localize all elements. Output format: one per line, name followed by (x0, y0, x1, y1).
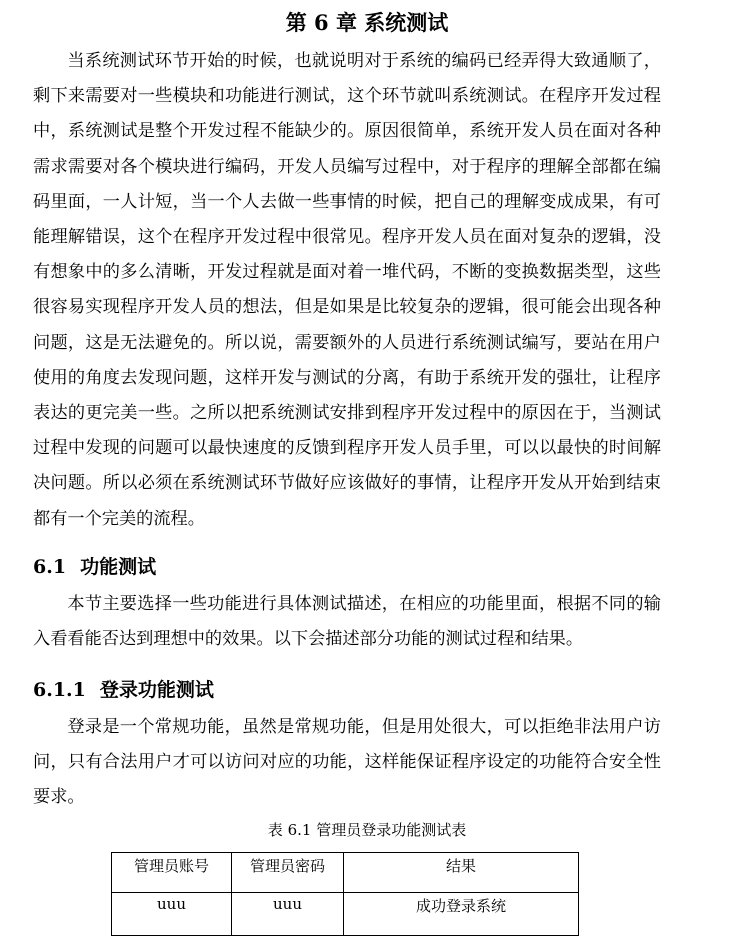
section-heading-6-1 (33, 552, 156, 582)
cell-admin-password: uuu (232, 893, 344, 936)
section-heading-6-1-1 (33, 675, 214, 705)
table-header-row (112, 853, 579, 893)
header-admin-password: 管理员密码 (232, 853, 344, 893)
table-row (112, 893, 579, 936)
login-test-table (111, 852, 579, 936)
section-6-1-paragraph: 本节主要选择一些功能进行具体测试描述，在相应的功能里面，根据不同的输入看看能否达到理想中的效果。以下会描述部分功能的测试过程和结果。 (33, 594, 661, 650)
section-number: 6.1 (33, 556, 67, 578)
chapter-title: 第 6 章 系统测试 (285, 10, 449, 35)
intro-paragraph: 当系统测试环节开始的时候，也就说明对于系统的编码已经弄得大致通顺了，剩下来需要对一些模块和功能进行测试，这个环节就叫系统测试。在程序开发过程中，系统测试是整个开发过程不能缺少的。原因很简单，系统开发人员在面对各种需求需要对各个模块进行编码，开发人员编写过程中，对于程序的理解全部都在编码里面，一人计短，当一个人去做一些事情的时候，把自己的理解变成成果，有可能理解错误，这个在程序开发过程中很常见。程序开发人员在面对复杂的逻辑，没有想象中的多么清晰，开发过程就是面对着一堆代码，不断的变换数据类型，这些很容易实现程序开发人员的想法，但是如果是比较复杂的逻辑，很可能会出现各种问题，这是无法避免的。所以说，需要额外的人员进行系统测试编写，要站在用户使用的角度去发现问题，这样开发与测试的分离，有助于系统开发的强壮，让程序表达的更完美一些。之所以把系统测试安排到程序开发过程中的原因在于，当测试过程中发现的问题可以最快速度的反馈到程序开发人员手里，可以以最快的时间解决问题。所以必须在系统测试环节做好应该做好的事情，让程序开发从开始到结束都有一个完美的流程。 (33, 51, 661, 529)
section-title: 功能测试 (80, 556, 157, 578)
subsection-number: 6.1.1 (33, 679, 86, 701)
header-result: 结果 (344, 853, 579, 893)
cell-result: 成功登录系统 (344, 893, 579, 936)
table-caption: 表 6.1 管理员登录功能测试表 (267, 821, 467, 839)
header-admin-account: 管理员账号 (112, 853, 232, 893)
subsection-title: 登录功能测试 (99, 679, 214, 701)
cell-admin-account: uuu (112, 893, 232, 936)
section-6-1-1-paragraph: 登录是一个常规功能，虽然是常规功能，但是用处很大，可以拒绝非法用户访问，只有合法用户才可以访问对应的功能，这样能保证程序设定的功能符合安全性要求。 (33, 717, 661, 808)
